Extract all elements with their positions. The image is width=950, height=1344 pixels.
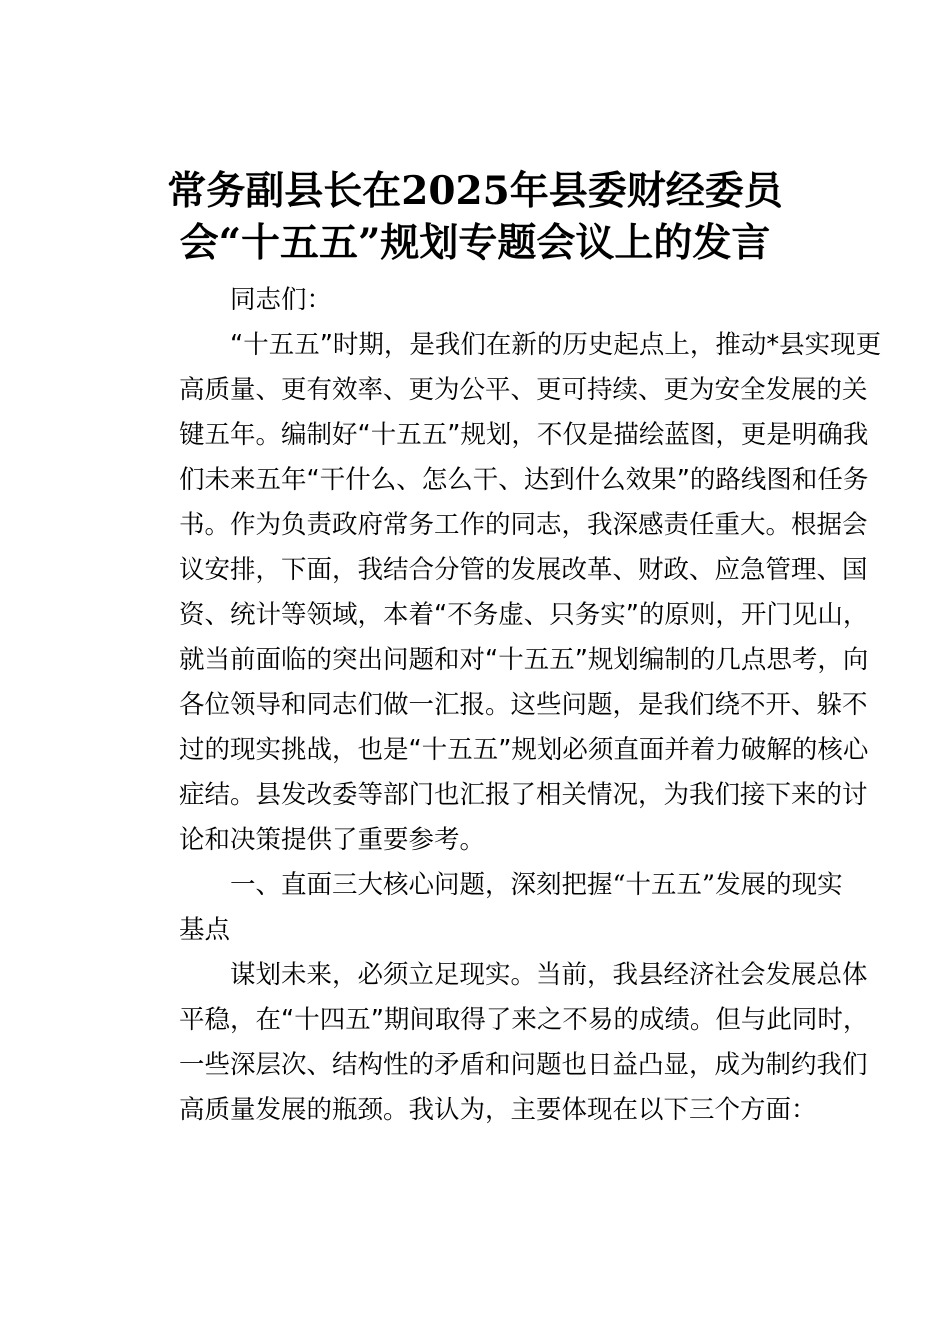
document-body (128, 278, 882, 1133)
paragraph-line: 各位领导和同志们做一汇报。这些问题，是我们绕不开、躲不 (179, 690, 868, 720)
salutation (128, 278, 830, 323)
paragraph-line: 就当前面临的突出问题和对“十五五”规划编制的几点思考，向 (179, 645, 869, 675)
paragraph-section-1 (128, 953, 869, 1133)
title-line: 常务副县长在2025年县委财经委员 (167, 168, 783, 214)
paragraph-intro (128, 323, 882, 863)
paragraph-line: 们未来五年“干什么、怎么干、达到什么效果”的路线图和任务 (179, 465, 869, 495)
paragraph-line: 高质量、更有效率、更为公平、更可持续、更为安全发展的关 (179, 375, 868, 405)
paragraph-line: 议安排，下面，我结合分管的发展改革、财政、应急管理、国 (179, 555, 868, 585)
paragraph-line: 谋划未来，必须立足现实。当前，我县经济社会发展总体 (230, 960, 868, 990)
paragraph-line: 过的现实挑战，也是“十五五”规划必须直面并着力破解的核心 (179, 735, 869, 765)
document-title (90, 165, 860, 269)
title-line: 会“十五五”规划专题会议上的发言 (179, 220, 771, 266)
paragraph-line: 一些深层次、结构性的矛盾和问题也日益凸显，成为制约我们 (179, 1050, 868, 1080)
paragraph-line: “十五五”时期，是我们在新的历史起点上，推动*县实现更 (230, 330, 882, 360)
paragraph-line: 平稳，在“十四五”期间取得了来之不易的成绩。但与此同时， (179, 1005, 869, 1035)
paragraph-line: 论和决策提供了重要参考。 (179, 825, 486, 855)
heading-line: 一、直面三大核心问题，深刻把握“十五五”发展的现实 (230, 870, 843, 900)
salutation-text: 同志们： (230, 285, 333, 315)
heading-line: 基点 (179, 915, 231, 945)
paragraph-line: 书。作为负责政府常务工作的同志，我深感责任重大。根据会 (179, 510, 868, 540)
paragraph-line: 高质量发展的瓶颈。我认为，主要体现在以下三个方面： (179, 1095, 817, 1125)
paragraph-line: 症结。县发改委等部门也汇报了相关情况，为我们接下来的讨 (179, 780, 868, 810)
paragraph-line: 资、统计等领域，本着“不务虚、只务实”的原则，开门见山， (179, 600, 869, 630)
paragraph-line: 键五年。编制好“十五五”规划，不仅是描绘蓝图，更是明确我 (179, 420, 869, 450)
section-heading (128, 863, 843, 953)
